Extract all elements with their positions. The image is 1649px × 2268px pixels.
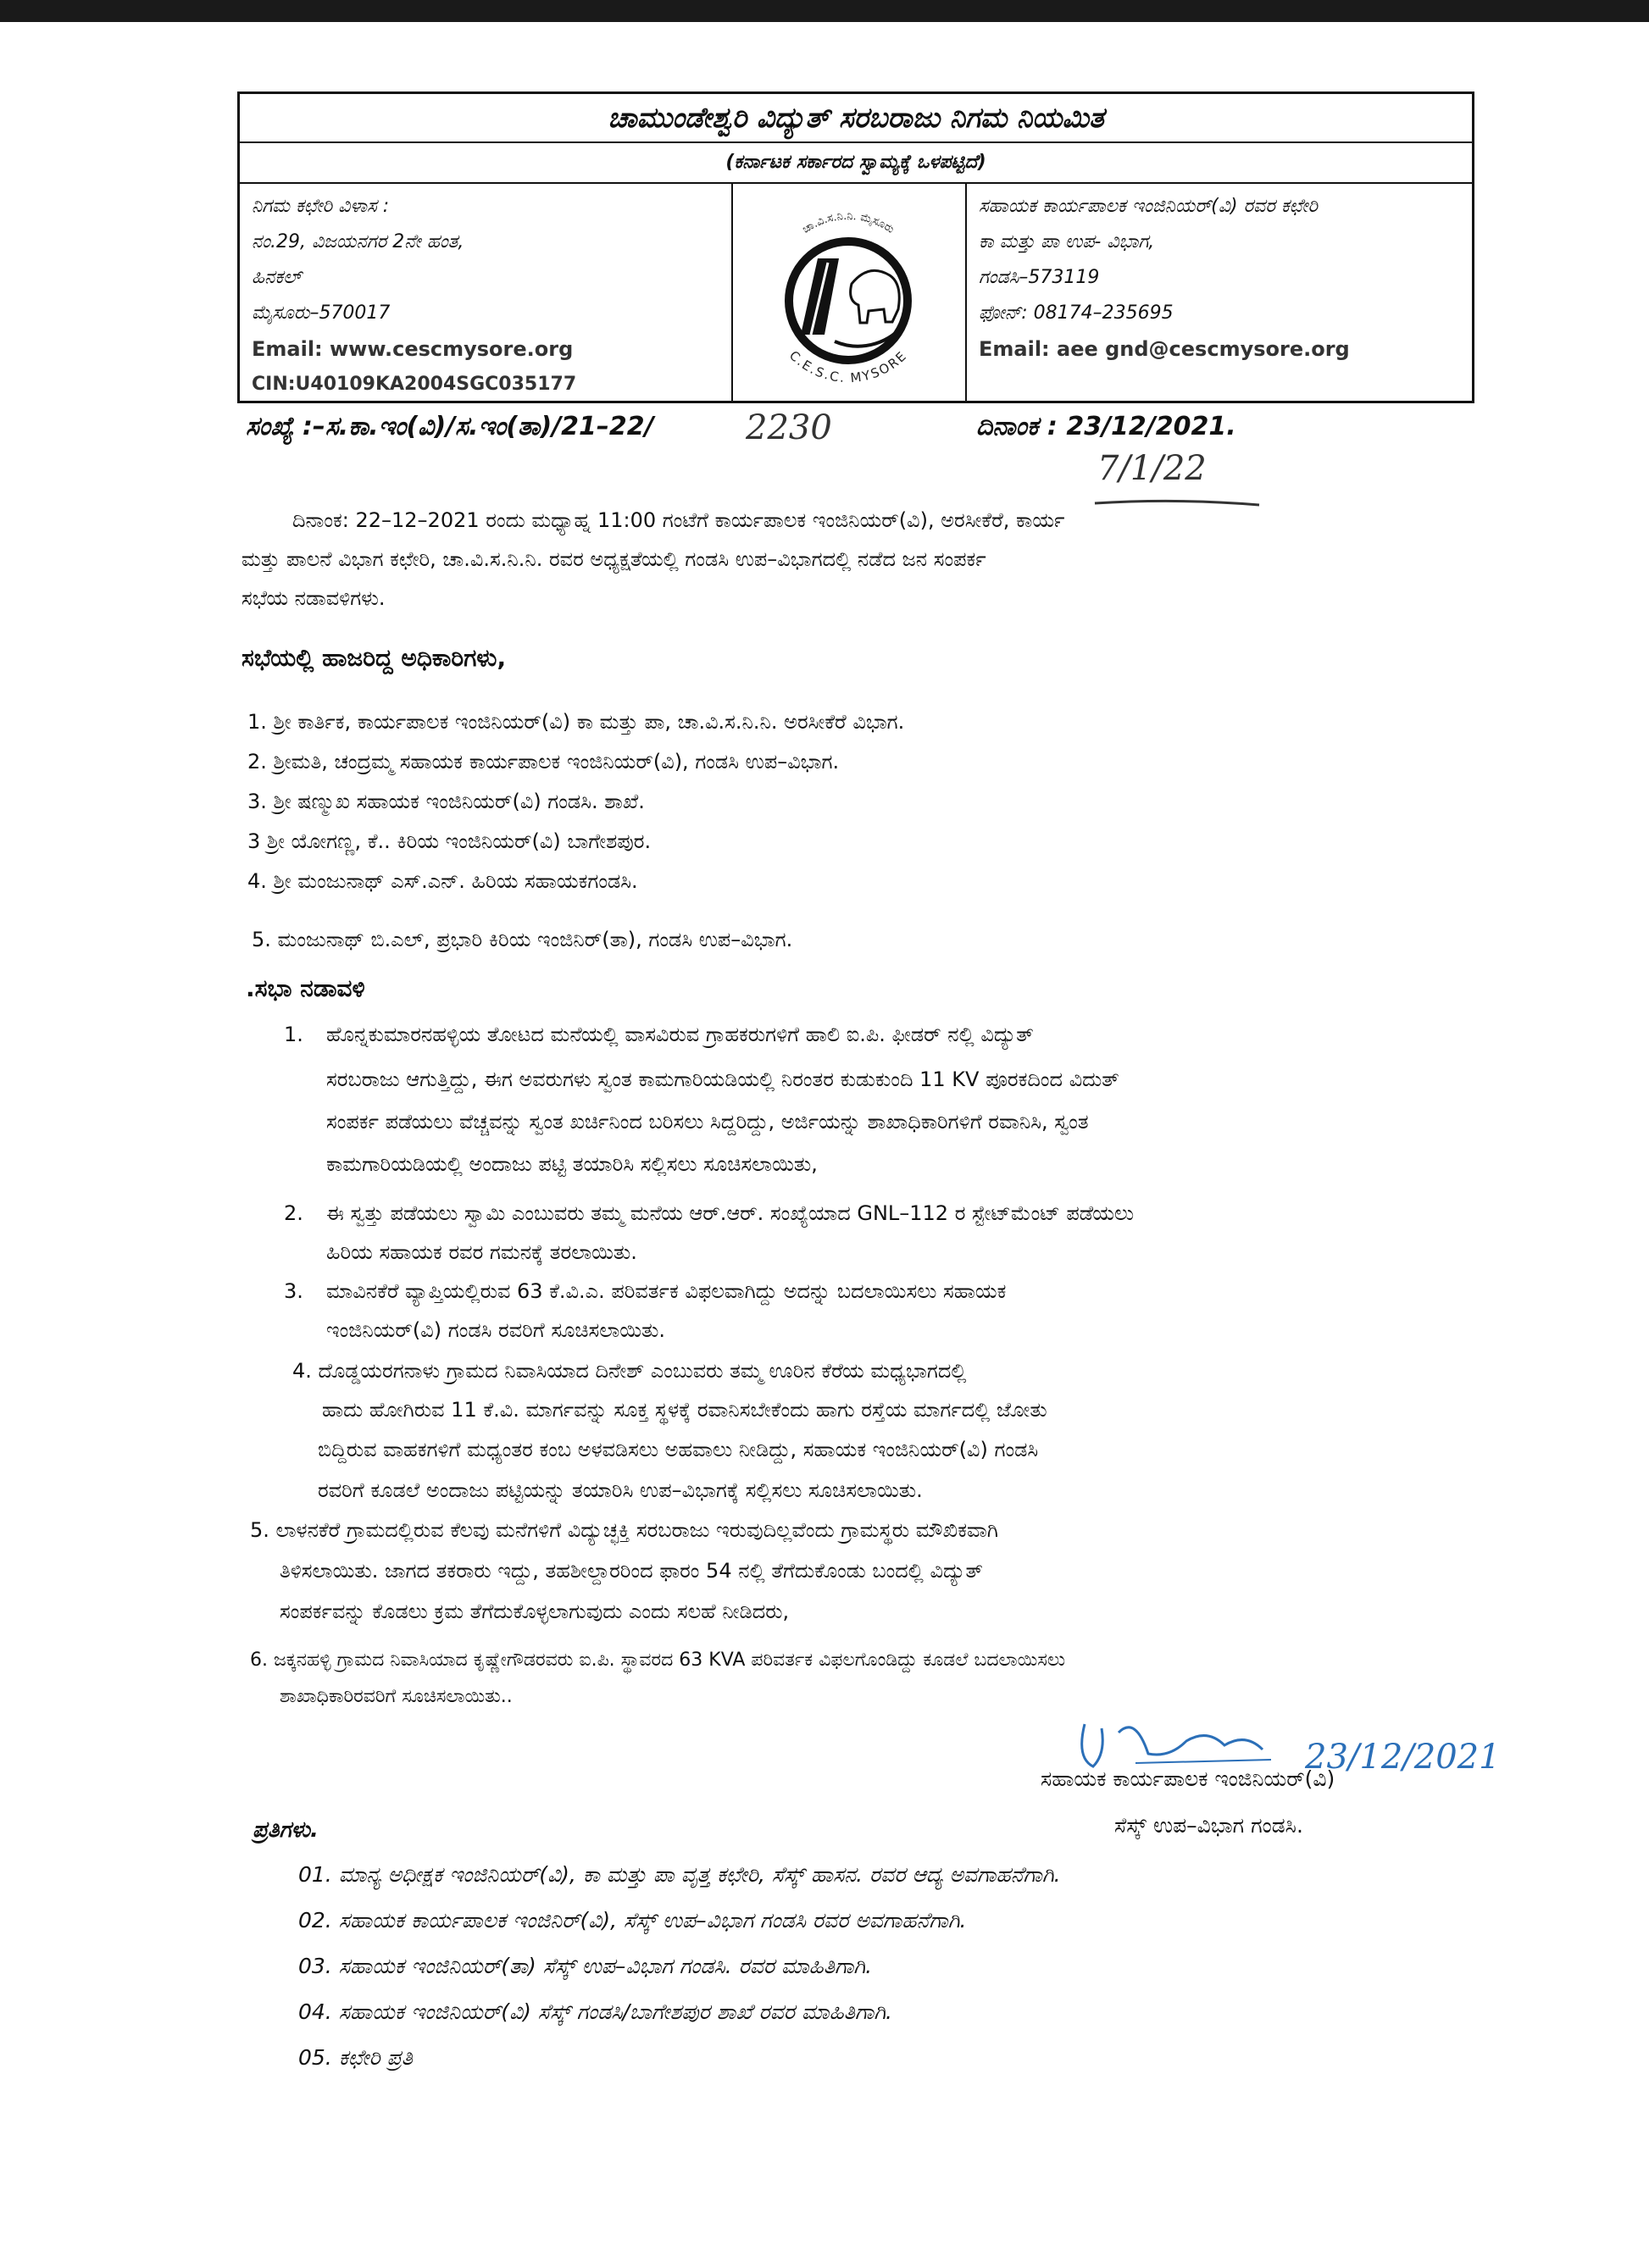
attendee-item: 3 ಶ್ರೀ ಯೋಗಣ್ಣ, ಕೆ.. ಕಿರಿಯ ಇಂಜಿನಿಯರ್(ವಿ) ಬಾಗೇಶಪುರ. <box>247 829 652 853</box>
copy-recipient: 02. ಸಹಾಯಕ ಕಾರ್ಯಪಾಲಕ ಇಂಜಿನಿರ್(ವಿ), ಸೆಸ್ಕ್ ಉಪ–ವಿಭಾಗ ಗಂಡಸಿ ರವರ ಅವಗಾಹನೆಗಾಗಿ. <box>298 1908 967 1933</box>
address-line: ಗಂಡಸಿ–573119 <box>979 267 1100 288</box>
proceeding-line: ಬಿದ್ದಿರುವ ವಾಹಕಗಳಿಗೆ ಮಧ್ಯಂತರ ಕಂಬ ಅಳವಡಿಸಲು ಅಹವಾಲು ನೀಡಿದ್ದು, ಸಹಾಯಕ ಇಂಜಿನಿಯರ್(ವಿ) ಗಂಡಸಿ <box>318 1438 1039 1461</box>
address-line: ಕಾ ಮತ್ತು ಪಾ ಉಪ- ವಿಭಾಗ, <box>979 231 1155 252</box>
proceeding-line: 6. ಜಕ್ಕನಹಳ್ಳಿ ಗ್ರಾಮದ ನಿವಾಸಿಯಾದ ಕೃಷ್ಣೇಗೌಡರವರು ಐ.ಪಿ. ಸ್ಥಾವರದ 63 KVA ಪರಿವರ್ತಕ ವಿಫಲಗೊಂಡಿದ್ದು ಕೂಡಲೆ ಬದಲಾಯಿಸಲು <box>250 1650 1066 1671</box>
intro-line: ಮತ್ತು ಪಾಲನೆ ವಿಭಾಗ ಕಛೇರಿ, ಚಾ.ವಿ.ಸ.ನಿ.ನಿ. ರವರ ಅಧ್ಯಕ್ಷತೆಯಲ್ಲಿ ಗಂಡಸಿ ಉಪ–ವಿಭಾಗದಲ್ಲಿ ನಡೆದ ಜನ ಸಂಪರ್ಕ <box>242 547 986 571</box>
attendee-item: 1. ಶ್ರೀ ಕಾರ್ತಿಕ, ಕಾರ್ಯಪಾಲಕ ಇಂಜಿನಿಯರ್(ವಿ) ಕಾ ಮತ್ತು ಪಾ, ಚಾ.ವಿ.ಸ.ನಿ.ನಿ. ಅರಸೀಕೆರೆ ವಿಭಾಗ. <box>247 710 905 734</box>
proceeding-line: ತಿಳಿಸಲಾಯಿತು. ಜಾಗದ ತಕರಾರು ಇದ್ದು, ತಹಶೀಲ್ದಾರರಿಂದ ಫಾರಂ 54 ನಲ್ಲಿ ತೆಗೆದುಕೊಂಡು ಬಂದಲ್ಲಿ ವಿದ್ಯುತ್ <box>280 1559 983 1583</box>
signatory-office: ಸೆಸ್ಕ್ ಉಪ–ವಿಭಾಗ ಗಂಡಸಿ. <box>1114 1813 1303 1838</box>
address-line: ಮೈಸೂರು–570017 <box>252 302 391 324</box>
proceeding-line: ಹಾದು ಹೋಗಿರುವ 11 ಕೆ.ವಿ. ಮಾರ್ಗವನ್ನು ಸೂಕ್ತ ಸ್ಥಳಕ್ಕೆ ರವಾನಿಸಬೇಕೆಂದು ಹಾಗು ರಸ್ತೆಯ ಮಾರ್ಗದಲ್ಲಿ ಜೋತು <box>322 1398 1047 1422</box>
address-line: ಹಿನಕಲ್ <box>252 267 302 288</box>
address-line: ನಿಗಮ ಕಛೇರಿ ವಿಳಾಸ : <box>252 196 390 217</box>
attendees-heading: ಸಭೆಯಲ್ಲಿ ಹಾಜರಿದ್ದ ಅಧಿಕಾರಿಗಳು, <box>242 644 507 672</box>
proceeding-line: 4. ದೊಡ್ಡಯರಗನಾಳು ಗ್ರಾಮದ ನಿವಾಸಿಯಾದ ದಿನೇಶ್ ಎಂಬುವರು ತಮ್ಮ ಊರಿನ ಕೆರೆಯ ಮಧ್ಯಭಾಗದಲ್ಲಿ <box>292 1359 967 1383</box>
proceeding-number: 3. <box>284 1279 303 1303</box>
proceeding-line: ಸಂಪರ್ಕ ಪಡೆಯಲು ವೆಚ್ಚವನ್ನು ಸ್ವಂತ ಖರ್ಚಿನಿಂದ ಬರಿಸಲು ಸಿದ್ದರಿದ್ದು, ಅರ್ಜಿಯನ್ನು ಶಾಖಾಧಿಕಾರಿಗಳಿಗೆ ರವಾನಿಸಿ, ಸ್ವಂತ <box>326 1110 1089 1134</box>
cesc-logo-icon <box>733 182 963 397</box>
proceeding-line: ಹಿರಿಯ ಸಹಾಯಕ ರವರ ಗಮನಕ್ಕೆ ತರಲಾಯಿತು. <box>326 1240 637 1264</box>
proceeding-line: ಹೊನ್ನಕುಮಾರನಹಳ್ಳಿಯ ತೋಟದ ಮನೆಯಲ್ಲಿ ವಾಸವಿರುವ ಗ್ರಾಹಕರುಗಳಿಗೆ ಹಾಲಿ ಐ.ಪಿ. ಫೀಡರ್ ನಲ್ಲಿ ವಿದ್ಯುತ್ <box>326 1023 1034 1046</box>
handwritten-reference-number: 2230 <box>746 408 832 447</box>
proceeding-line: ಈ ಸ್ವತ್ತು ಪಡೆಯಲು ಸ್ವಾಮಿ ಎಂಬುವರು ತಮ್ಮ ಮನೆಯ ಆರ್.ಆರ್. ಸಂಖ್ಯೆಯಾದ GNL–112 ರ ಸ್ಟೇಟ್‌ಮೆಂಟ್ ಪಡೆಯಲು <box>326 1201 1135 1225</box>
reference-number-label: ಸಂಖ್ಯೆ :–ಸ.ಕಾ.ಇಂ(ವಿ)/ಸ.ಇಂ(ತಾ)/21–22/ <box>246 412 654 441</box>
received-date-underline <box>1093 496 1263 510</box>
corporate-office-address <box>240 182 733 401</box>
corporate-email: Email: www.cescmysore.org <box>252 337 574 361</box>
address-line: ಸಹಾಯಕ ಕಾರ್ಯಪಾಲಕ ಇಂಜಿನಿಯರ್(ವಿ) ರವರ ಕಛೇರಿ <box>979 196 1319 217</box>
attendee-item: 4. ಶ್ರೀ ಮಂಜುನಾಥ್ ಎಸ್.ಎನ್. ಹಿರಿಯ ಸಹಾಯಕಗಂಡಸಿ. <box>247 869 638 893</box>
svg-text:ಚಾ.ವಿ.ಸ.ನಿ.ನಿ. ಮೈಸೂರು <box>800 210 897 236</box>
address-line: ನಂ.29, ವಿಜಯನಗರ 2ನೇ ಹಂತ, <box>252 231 464 252</box>
signature-date: 23/12/2021 <box>1305 1738 1501 1777</box>
copies-heading: ಪ್ರತಿಗಳು. <box>253 1817 319 1843</box>
copy-recipient: 03. ಸಹಾಯಕ ಇಂಜಿನಿಯರ್(ತಾ) ಸೆಸ್ಕ್ ಉಪ–ವಿಭಾಗ ಗಂಡಸಿ. ರವರ ಮಾಹಿತಿಗಾಗಿ. <box>298 1954 873 1978</box>
proceeding-line: 5. ಲಾಳನಕೆರೆ ಗ್ರಾಮದಲ್ಲಿರುವ ಕೆಲವು ಮನೆಗಳಿಗೆ ವಿದ್ಯುಚ್ಛಕ್ತಿ ಸರಬರಾಜು ಇರುವುದಿಲ್ಲವೆಂದು ಗ್ರಾಮಸ್ಥರು ಮೌಖಿಕವಾಗಿ <box>250 1518 999 1542</box>
attendee-item: 2. ಶ್ರೀಮತಿ, ಚಂದ್ರಮ್ಮ ಸಹಾಯಕ ಕಾರ್ಯಪಾಲಕ ಇಂಜಿನಿಯರ್(ವಿ), ಗಂಡಸಿ ಉಪ–ವಿಭಾಗ. <box>247 750 840 774</box>
proceedings-heading: .ಸಭಾ ನಡಾವಳಿ <box>246 974 365 1002</box>
proceeding-line: ಸರಬರಾಜು ಆಗುತ್ತಿದ್ದು, ಈಗ ಅವರುಗಳು ಸ್ವಂತ ಕಾಮಗಾರಿಯಡಿಯಲ್ಲಿ ನಿರಂತರ ಕುಡುಕುಂದಿ 11 KV ಪೂರಕದಿಂದ ವಿದುತ್ <box>326 1067 1119 1091</box>
logo-top-text: ಚಾ.ವಿ.ಸ.ನಿ.ನಿ. ಮೈಸೂರು <box>800 209 897 236</box>
phone-number: ಫೋನ್: 08174–235695 <box>979 302 1174 324</box>
proceeding-line: ಇಂಜಿನಿಯರ್(ವಿ) ಗಂಡಸಿ ರವರಿಗೆ ಸೂಚಿಸಲಾಯಿತು. <box>326 1318 666 1342</box>
cin-number: CIN:U40109KA2004SGC035177 <box>252 374 577 395</box>
copy-recipient: 01. ಮಾನ್ಯ ಅಧೀಕ್ಷಕ ಇಂಜಿನಿಯರ್(ವಿ), ಕಾ ಮತ್ತು ಪಾ ವೃತ್ತ ಕಛೇರಿ, ಸೆಸ್ಕ್ ಹಾಸನ. ರವರ ಆದ್ಯ ಅವಗಾಹನೆಗಾಗಿ. <box>298 1862 1061 1887</box>
proceeding-line: ಮಾವಿನಕೆರೆ ವ್ಯಾಪ್ತಿಯಲ್ಲಿರುವ 63 ಕೆ.ವಿ.ಎ. ಪರಿವರ್ತಕ ವಿಫಲವಾಗಿದ್ದು ಅದನ್ನು ಬದಲಾಯಿಸಲು ಸಹಾಯಕ <box>326 1279 1007 1303</box>
sub-division-email: Email: aee gnd@cescmysore.org <box>979 337 1350 361</box>
letter-date: ದಿನಾಂಕ : 23/12/2021. <box>976 412 1236 441</box>
sub-division-office-address <box>967 182 1472 401</box>
proceeding-number: 2. <box>284 1201 303 1225</box>
attendee-item: 3. ಶ್ರೀ ಷಣ್ಮುಖ ಸಹಾಯಕ ಇಂಜಿನಿಯರ್(ವಿ) ಗಂಡಸಿ. ಶಾಖೆ. <box>247 790 645 813</box>
intro-line: ಸಭೆಯ ನಡಾವಳಿಗಳು. <box>242 586 386 610</box>
org-subtitle: (ಕರ್ನಾಟಕ ಸರ್ಕಾರದ ಸ್ವಾಮ್ಯಕ್ಕೆ ಒಳಪಟ್ಟಿದೆ) <box>240 141 1472 184</box>
proceeding-line: ರವರಿಗೆ ಕೂಡಲೆ ಅಂದಾಜು ಪಟ್ಟಿಯನ್ನು ತಯಾರಿಸಿ ಉಪ–ವಿಭಾಗಕ್ಕೆ ಸಲ್ಲಿಸಲು ಸೂಚಿಸಲಾಯಿತು. <box>318 1478 923 1502</box>
proceeding-line: ಸಂಪರ್ಕವನ್ನು ಕೊಡಲು ಕ್ರಮ ತೆಗೆದುಕೊಳ್ಳಲಾಗುವುದು ಎಂದು ಸಲಹೆ ನೀಡಿದರು, <box>280 1600 790 1623</box>
letterhead <box>237 91 1474 403</box>
copy-recipient: 05. ಕಛೇರಿ ಪ್ರತಿ <box>298 2045 414 2070</box>
signatory-designation: ಸಹಾಯಕ ಕಾರ್ಯಪಾಲಕ ಇಂಜಿನಿಯರ್(ವಿ) <box>1041 1766 1335 1791</box>
proceeding-number: 1. <box>284 1023 303 1046</box>
attendee-item: 5. ಮಂಜುನಾಥ್ ಬಿ.ಎಲ್, ಪ್ರಭಾರಿ ಕಿರಿಯ ಇಂಜಿನಿರ್(ತಾ), ಗಂಡಸಿ ಉಪ–ವಿಭಾಗ. <box>252 928 793 951</box>
logo-bottom-text: C.E.S.C. MYSORE <box>786 347 911 386</box>
logo-cell <box>733 182 967 401</box>
proceeding-line: ಕಾಮಗಾರಿಯಡಿಯಲ್ಲಿ ಅಂದಾಜು ಪಟ್ಟಿ ತಯಾರಿಸಿ ಸಲ್ಲಿಸಲು ಸೂಚಿಸಲಾಯಿತು, <box>326 1152 818 1176</box>
handwritten-received-date: 7/1/22 <box>1097 449 1207 488</box>
copy-recipient: 04. ಸಹಾಯಕ ಇಂಜಿನಿಯರ್(ವಿ) ಸೆಸ್ಕ್ ಗಂಡಸಿ/ಬಾಗೇಶಪುರ ಶಾಖೆ ರವರ ಮಾಹಿತಿಗಾಗಿ. <box>298 1999 892 2024</box>
proceeding-line: ಶಾಖಾಧಿಕಾರಿರವರಿಗೆ ಸೂಚಿಸಲಾಯಿತು.. <box>280 1686 513 1707</box>
org-name: ಚಾಮುಂಡೇಶ್ವರಿ ವಿದ್ಯುತ್ ಸರಬರಾಜು ನಿಗಮ ನಿಯಮಿತ <box>240 94 1472 143</box>
intro-line: ದಿನಾಂಕ: 22–12–2021 ರಂದು ಮಧ್ಯಾಹ್ನ 11:00 ಗಂಟೆಗೆ ಕಾರ್ಯಪಾಲಕ ಇಂಜಿನಿಯರ್(ವಿ), ಅರಸೀಕೆರೆ, ಕಾರ್ಯ <box>292 508 1065 532</box>
